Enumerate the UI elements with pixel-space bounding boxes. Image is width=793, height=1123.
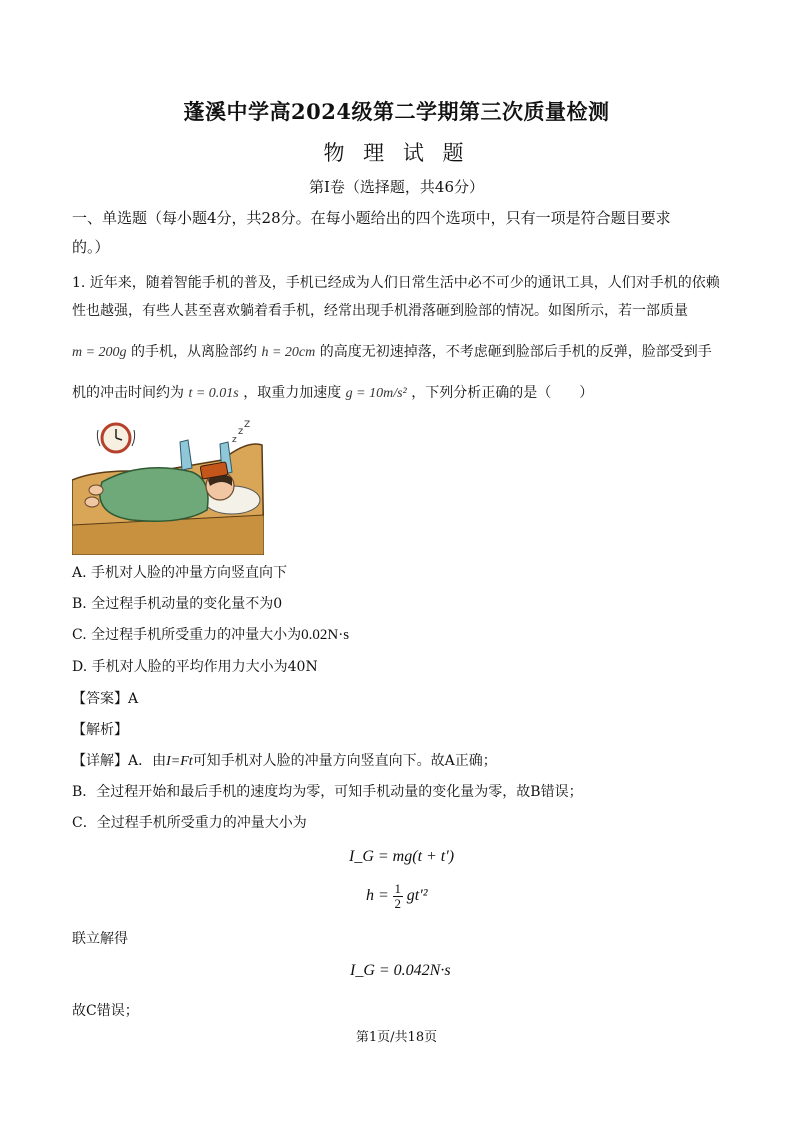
- fraction-numerator: 1: [394, 881, 402, 896]
- impulse-formula: I=Ft: [166, 754, 193, 769]
- detail-b: B．全过程开始和最后手机的速度均为零，可知手机动量的变化量为零，故B错误；: [72, 784, 583, 800]
- question-line-3: [72, 342, 712, 363]
- equation-height: [366, 882, 428, 911]
- svg-text:z: z: [238, 426, 244, 437]
- question-line-4a: 机的冲击时间约为: [72, 385, 184, 401]
- equation-3: I_G = 0.042N·s: [350, 962, 451, 979]
- svg-text:Z: Z: [244, 420, 251, 430]
- detail-a: [72, 751, 497, 772]
- option-c-text: C. 全过程手机所受重力的冲量大小为: [72, 627, 302, 643]
- question-line-1: 1. 近年来，随着智能手机的普及，手机已经成为人们日常生活中必不可少的通讯工具，人们对手机的依赖: [72, 275, 720, 291]
- option-c: [72, 625, 349, 645]
- page-subtitle: 物 理 试 题: [323, 141, 470, 165]
- svg-text:z: z: [232, 435, 237, 445]
- answer-label: 【答案】A: [72, 691, 139, 707]
- phone-falling-illustration: [72, 420, 264, 555]
- equation-2-right: gt′²: [406, 887, 428, 905]
- solve-text: 联立解得: [72, 931, 128, 947]
- gravity-expression: g = 10m/s²: [345, 386, 407, 401]
- analysis-label: 【解析】: [72, 722, 128, 738]
- detail-a-part-1: 【详解】A．由: [72, 753, 167, 769]
- equation-result: [350, 962, 451, 980]
- question-line-2: 性也越强，有些人甚至喜欢躺着看手机，经常出现手机滑落砸到脸部的情况。如图所示，若一部质量: [72, 303, 688, 319]
- equation-impulse-gravity: [349, 848, 454, 866]
- option-d: D. 手机对人脸的平均作用力大小为40N: [72, 659, 318, 675]
- detail-c: C．全过程手机所受重力的冲量大小为: [72, 815, 307, 831]
- option-b: B. 全过程手机动量的变化量不为0: [72, 596, 283, 612]
- fraction-one-half: [393, 882, 403, 911]
- question-line-3b: 的高度无初速掉落，不考虑砸到脸部后手机的反弹，脸部受到手: [319, 344, 712, 360]
- page-title: 蓬溪中学高2024级第二学期第三次质量检测: [183, 99, 610, 124]
- page-number: 第1页/共18页: [355, 1030, 438, 1045]
- detail-a-part-2: 可知手机对人脸的冲量方向竖直向下。故A正确；: [192, 753, 497, 769]
- equation-2-left: h =: [366, 887, 389, 905]
- question-line-4: [72, 383, 593, 404]
- question-line-4c: ，下列分析正确的是（ ）: [411, 385, 594, 401]
- equation-1: I_G = mg(t + t′): [349, 848, 455, 865]
- height-expression: h = 20cm: [261, 345, 316, 360]
- instruction-line-1: 一、单选题（每小题4分，共28分。在每小题给出的四个选项中，只有一项是符合题目要求: [72, 209, 671, 227]
- question-line-3a: 的手机，从离脸部约: [131, 344, 258, 360]
- time-expression: t = 0.01s: [188, 386, 239, 401]
- option-a: A. 手机对人脸的冲量方向竖直向下: [72, 565, 288, 581]
- mass-expression: m = 200g: [72, 345, 127, 360]
- instruction-line-2: 的。）: [72, 238, 110, 256]
- fraction-denominator: 2: [394, 896, 402, 911]
- conclusion-c: 故C错误；: [72, 1003, 139, 1019]
- section-heading: 第Ⅰ卷（选择题，共46分）: [308, 178, 484, 196]
- question-line-4b: ，取重力加速度: [243, 385, 342, 401]
- option-c-value: 0.02N·s: [301, 627, 350, 643]
